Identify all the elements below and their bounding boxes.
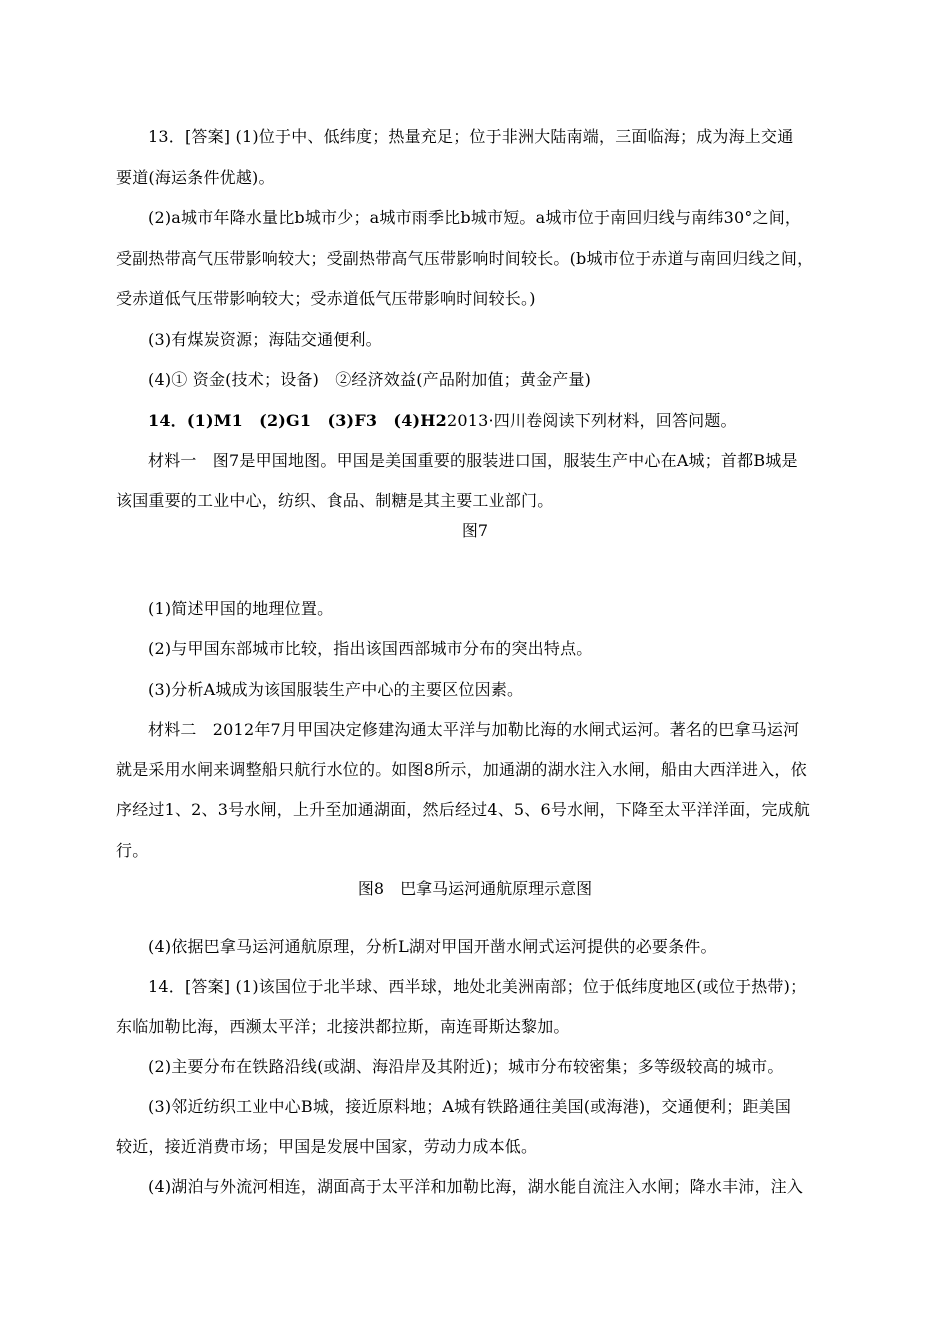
figure-7-caption: 图7 [461,521,489,540]
question-2: (2)与甲国东部城市比较，指出该国西部城市分布的突出特点。 [148,639,593,658]
q14-answer-part3-line-2: 较近，接近消费市场；甲国是发展中国家，劳动力成本低。 [116,1137,538,1156]
q14-answer-part2: (2)主要分布在铁路沿线(或湖、海沿岸及其附近)；城市分布较密集；多等级较高的城市。 [148,1057,784,1076]
material-2-line-2: 就是采用水闸来调整船只航行水位的。如图8所示，加通湖的湖水注入水闸，船由大西洋进入，依 [116,760,807,779]
question-3: (3)分析A城成为该国服装生产中心的主要区位因素。 [148,680,524,699]
question-4: (4)依据巴拿马运河通航原理，分析L湖对甲国开凿水闸式运河提供的必要条件。 [148,937,717,956]
q13-answer-part4: (4)① 资金(技术；设备) ②经济效益(产品附加值；黄金产量) [148,370,592,389]
q14-answer-part3-line-1: (3)邻近纺织工业中心B城，接近原料地；A城有铁路通往美国(或海港)，交通便利；距美国 [148,1097,792,1116]
q13-answer-line-1: 13．[答案] (1)位于中、低纬度；热量充足；位于非洲大陆南端，三面临海；成为海上交通 [148,127,794,146]
q14-answer-part1-line-1: 14．[答案] (1)该国位于北半球、西半球，地处北美洲南部；位于低纬度地区(或位于热带)； [148,977,807,996]
q13-answer-part2-line-2: 受副热带高气压带影响较大；受副热带高气压带影响时间较长。(b城市位于赤道与南回归线之间， [116,249,814,268]
q14-header [148,410,737,432]
q13-answer-part3: (3)有煤炭资源；海陆交通便利。 [148,330,382,349]
q14-codes: 14．(1)M1 (2)G1 (3)F3 (4)H2 [148,411,447,430]
material-2-line-4: 行。 [116,841,149,860]
material-2-line-3: 序经过1、2、3号水闸，上升至加通湖面，然后经过4、5、6号水闸，下降至太平洋洋面，完成航 [116,800,811,819]
figure-8-caption: 图8 巴拿马运河通航原理示意图 [357,879,593,898]
q14-answer-part1-line-2: 东临加勒比海，西濒太平洋；北接洪都拉斯，南连哥斯达黎加。 [116,1017,570,1036]
q13-answer-part2-line-3: 受赤道低气压带影响较大；受赤道低气压带影响时间较长。) [116,289,536,308]
q14-source: 2013·四川卷阅读下列材料，回答问题。 [446,411,737,430]
q14-answer-part4-line-1: (4)湖泊与外流河相连，湖面高于太平洋和加勒比海，湖水能自流注入水闸；降水丰沛，注入 [148,1177,804,1196]
q13-answer-line-2: 要道(海运条件优越)。 [116,168,275,187]
question-1: (1)简述甲国的地理位置。 [148,599,334,618]
material-2-line-1: 材料二 2012年7月甲国决定修建沟通太平洋与加勒比海的水闸式运河。著名的巴拿马运河 [148,720,800,739]
q13-answer-part2-line-1: (2)a城市年降水量比b城市少；a城市雨季比b城市短。a城市位于南回归线与南纬30°之间， [148,208,802,227]
material-1-line-1: 材料一 图7是甲国地图。甲国是美国重要的服装进口国，服装生产中心在A城；首都B城是 [148,451,798,470]
material-1-line-2: 该国重要的工业中心，纺织、食品、制糖是其主要工业部门。 [116,491,554,510]
